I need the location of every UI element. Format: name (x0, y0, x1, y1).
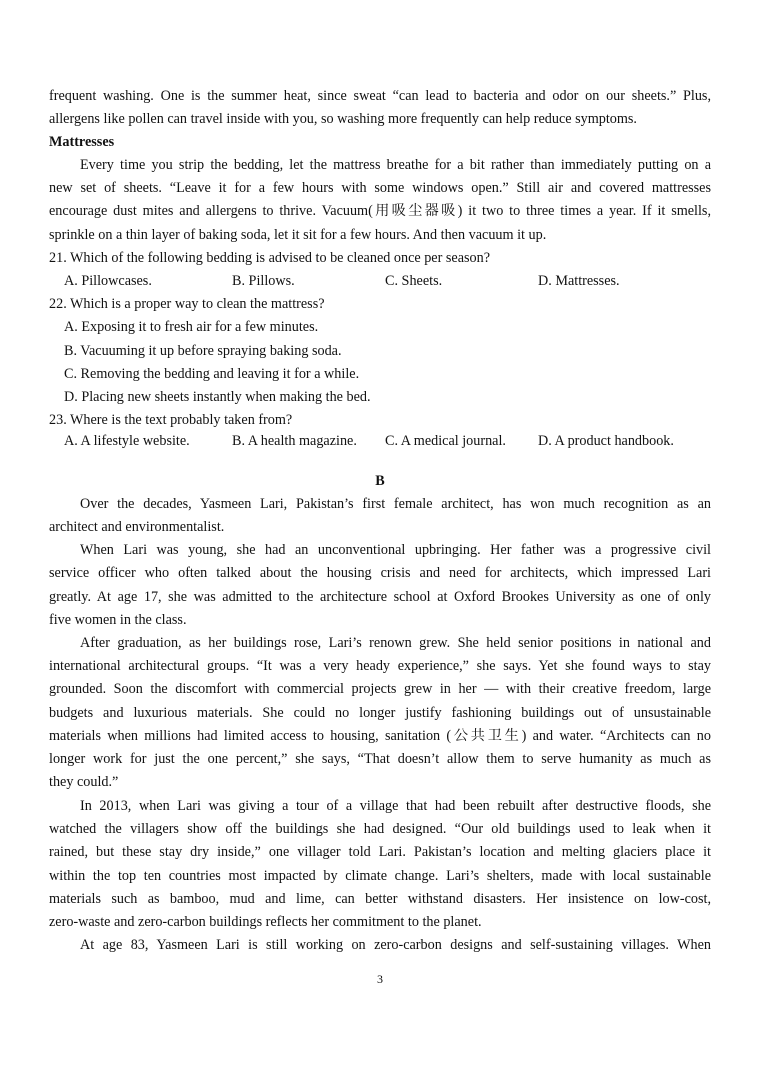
q23-option-a: A. A lifestyle website. (64, 433, 190, 449)
q21-option-c: C. Sheets. (385, 273, 443, 289)
q23-option-d: D. A product handbook. (538, 433, 674, 449)
body-line: grounded. Soon the discomfort with commercial projects grew in her — with their creative freedom, large (49, 681, 711, 697)
page-number: 3 (377, 972, 383, 986)
q22-option-a: A. Exposing it to fresh air for a few minutes. (64, 319, 319, 335)
body-line: After graduation, as her buildings rose, Lari’s renown grew. She held senior positions in national and (80, 635, 711, 651)
body-line: watched the villagers show off the buildings she had designed. “Our old buildings used to leak when it (49, 821, 711, 837)
question-22-stem: 22. Which is a proper way to clean the mattress? (49, 296, 325, 312)
body-line: rained, but these stay dry inside,” one villager told Lari. Pakistan’s location and melting glaciers place it (49, 844, 711, 860)
body-line: In 2013, when Lari was giving a tour of a village that had been rebuilt after destructive floods, she (80, 798, 711, 814)
body-line: frequent washing. One is the summer heat, since sweat “can lead to bacteria and odor on our sheets.” Plus, (49, 88, 711, 104)
body-line: zero-waste and zero-carbon buildings reflects her commitment to the planet. (49, 914, 482, 930)
q23-option-c: C. A medical journal. (385, 433, 506, 449)
body-line: new set of sheets. “Leave it for a few hours with some windows open.” Still air and covered mattresses (49, 180, 711, 196)
body-line: Every time you strip the bedding, let the mattress breathe for a bit rather than immediately putting on a (80, 157, 711, 173)
q22-option-d: D. Placing new sheets instantly when making the bed. (64, 389, 371, 405)
q21-option-b: B. Pillows. (232, 273, 295, 289)
body-line: Over the decades, Yasmeen Lari, Pakistan’s first female architect, has won much recognition as an (80, 496, 711, 512)
body-line: greatly. At age 17, she was admitted to the architecture school at Oxford Brookes University as one of only (49, 589, 711, 605)
body-line: materials when millions had limited access to housing, sanitation (公共卫生) and water. “Architects can no (49, 728, 711, 744)
body-line: five women in the class. (49, 612, 187, 628)
body-line: service officer who often talked about the housing crisis and need for architects, which impressed Lari (49, 565, 711, 581)
body-line: longer work for just the one percent,” she says, “That doesn’t allow them to serve humanity as much as (49, 751, 711, 767)
body-line: they could.” (49, 774, 119, 790)
q21-option-d: D. Mattresses. (538, 273, 620, 289)
body-line: within the top ten countries most impacted by climate change. Lari’s shelters, made with local sustainable (49, 868, 711, 884)
q21-option-a: A. Pillowcases. (64, 273, 152, 289)
body-line: sprinkle on a thin layer of baking soda, let it sit for a few hours. And then vacuum it up. (49, 227, 547, 243)
q23-option-b: B. A health magazine. (232, 433, 357, 449)
section-label-b: B (375, 473, 385, 489)
question-21-stem: 21. Which of the following bedding is advised to be cleaned once per season? (49, 250, 490, 266)
body-line: international architectural groups. “It was a very heady experience,” she says. Yet she found ways to stay (49, 658, 711, 674)
q22-option-c: C. Removing the bedding and leaving it for a while. (64, 366, 360, 382)
body-line: budgets and luxurious materials. She could no longer justify fashioning buildings out of unsustainable (49, 705, 711, 721)
section-heading-mattresses: Mattresses (49, 134, 115, 150)
body-line: At age 83, Yasmeen Lari is still working on zero-carbon designs and self-sustaining villages. When (80, 937, 711, 953)
body-line: architect and environmentalist. (49, 519, 225, 535)
body-line: materials such as bamboo, mud and lime, can better withstand disasters. Her insistence on low-cost, (49, 891, 711, 907)
body-line: allergens like pollen can travel inside with you, so washing more frequently can help reduce symptoms. (49, 111, 637, 127)
question-23-stem: 23. Where is the text probably taken from? (49, 412, 293, 428)
q22-option-b: B. Vacuuming it up before spraying baking soda. (64, 343, 342, 359)
body-line: When Lari was young, she had an unconventional upbringing. Her father was a progressive civil (80, 542, 711, 558)
body-line: encourage dust mites and allergens to thrive. Vacuum(用吸尘器吸) it two to three times a year. If it smells, (49, 203, 711, 219)
